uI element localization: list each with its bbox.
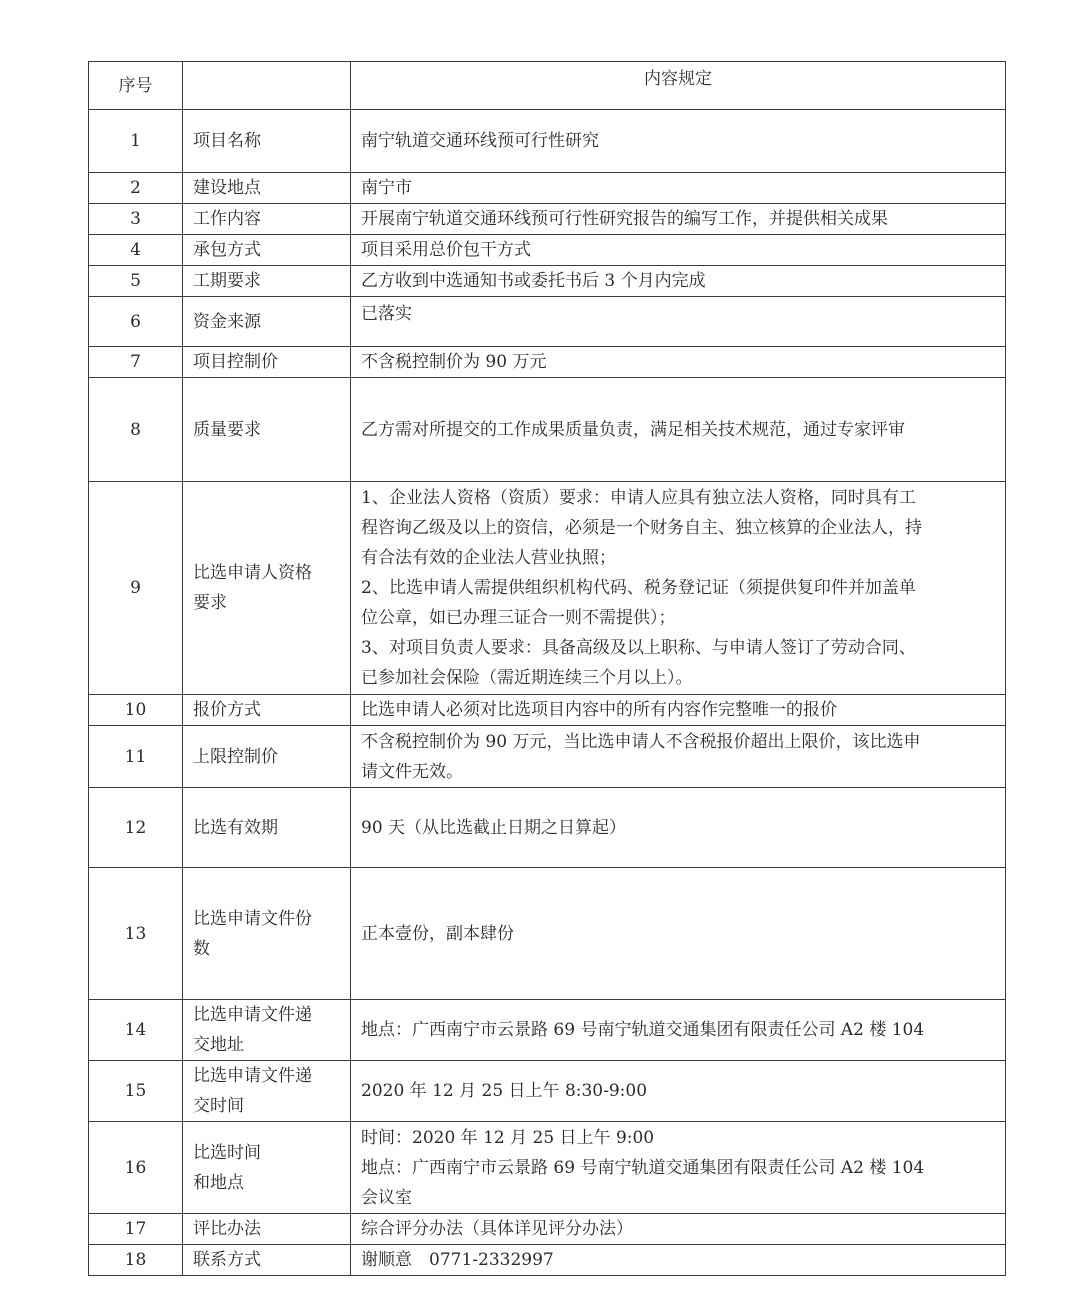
table-row — [89, 695, 1006, 726]
row-item-line: 和地点 — [193, 1172, 244, 1193]
row-content — [351, 1122, 1006, 1214]
table-row — [89, 868, 1006, 1000]
row-content: 比选申请人必须对比选项目内容中的所有内容作完整唯一的报价 — [351, 695, 1006, 726]
content-line: 请文件无效。 — [361, 761, 463, 782]
table-row — [89, 1122, 1006, 1214]
table-row — [89, 266, 1006, 297]
table-row — [89, 204, 1006, 235]
table-row — [89, 378, 1006, 482]
row-item-line: 要求 — [193, 593, 227, 613]
row-no: 10 — [89, 695, 183, 726]
row-item: 承包方式 — [183, 235, 351, 266]
row-no: 18 — [89, 1245, 183, 1276]
row-content: 正本壹份，副本肆份 — [351, 868, 1006, 1000]
header-content: 内容规定 — [351, 62, 1006, 110]
row-item — [183, 868, 351, 1000]
content-line: 位公章，如已办理三证合一则不需提供）； — [361, 608, 676, 628]
header-item — [183, 62, 351, 110]
row-content: 开展南宁轨道交通环线预可行性研究报告的编写工作，并提供相关成果 — [351, 204, 1006, 235]
row-item-line: 比选申请文件递 — [193, 1066, 312, 1086]
row-item: 上限控制价 — [183, 726, 351, 788]
row-no: 5 — [89, 266, 183, 297]
row-item-line: 交时间 — [193, 1096, 244, 1116]
row-item: 资金来源 — [183, 297, 351, 347]
row-item: 联系方式 — [183, 1245, 351, 1276]
row-no: 2 — [89, 173, 183, 204]
row-item-line: 比选申请文件递 — [193, 1005, 312, 1025]
row-no: 6 — [89, 297, 183, 347]
table-row — [89, 726, 1006, 788]
row-no: 14 — [89, 1000, 183, 1061]
row-content: 综合评分办法（具体详见评分办法） — [351, 1214, 1006, 1245]
row-no: 11 — [89, 726, 183, 788]
content-line: 3、对项目负责人要求：具备高级及以上职称、与申请人签订了劳动合同、 — [361, 638, 916, 658]
table-row — [89, 1245, 1006, 1276]
header-no: 序号 — [89, 62, 183, 110]
table-row — [89, 110, 1006, 173]
row-item: 比选有效期 — [183, 788, 351, 868]
row-no: 12 — [89, 788, 183, 868]
row-no: 7 — [89, 347, 183, 378]
row-item: 评比办法 — [183, 1214, 351, 1245]
row-item — [183, 1061, 351, 1122]
content-line: 有合法有效的企业法人营业执照； — [361, 548, 616, 568]
row-item: 工作内容 — [183, 204, 351, 235]
row-content: 地点：广西南宁市云景路 69 号南宁轨道交通集团有限责任公司 A2 楼 104 — [351, 1000, 1006, 1061]
row-content: 2020 年 12 月 25 日上午 8:30-9:00 — [351, 1061, 1006, 1122]
content-line: 已参加社会保险（需近期连续三个月以上）。 — [361, 668, 693, 688]
row-no: 8 — [89, 378, 183, 482]
content-line: 不含税控制价为 90 万元，当比选申请人不含税报价超出上限价，该比选申 — [361, 731, 921, 752]
content-line: 1、企业法人资格（资质）要求：申请人应具有独立法人资格，同时具有工 — [361, 488, 916, 508]
table-row — [89, 1000, 1006, 1061]
content-line: 地点：广西南宁市云景路 69 号南宁轨道交通集团有限责任公司 A2 楼 104 — [361, 1157, 925, 1178]
row-item-line: 交地址 — [193, 1035, 244, 1055]
row-item — [183, 1000, 351, 1061]
row-content: 谢顺意 0771-2332997 — [351, 1245, 1006, 1276]
content-line: 时间：2020 年 12 月 25 日上午 9:00 — [361, 1127, 655, 1148]
header-row — [89, 62, 1006, 110]
row-no: 17 — [89, 1214, 183, 1245]
table-row — [89, 173, 1006, 204]
row-content: 南宁轨道交通环线预可行性研究 — [351, 110, 1006, 173]
row-no: 13 — [89, 868, 183, 1000]
row-item-line: 数 — [193, 938, 210, 959]
table-row — [89, 347, 1006, 378]
row-content: 不含税控制价为 90 万元 — [351, 347, 1006, 378]
row-content — [351, 726, 1006, 788]
row-no: 3 — [89, 204, 183, 235]
content-line: 程咨询乙级及以上的资信，必须是一个财务自主、独立核算的企业法人，持 — [361, 518, 922, 538]
row-content: 乙方收到中选通知书或委托书后 3 个月内完成 — [351, 266, 1006, 297]
row-item-line: 比选申请人资格 — [193, 563, 312, 583]
row-item: 工期要求 — [183, 266, 351, 297]
table-row — [89, 482, 1006, 695]
table-row — [89, 235, 1006, 266]
row-no: 16 — [89, 1122, 183, 1214]
row-item — [183, 1122, 351, 1214]
row-content: 乙方需对所提交的工作成果质量负责，满足相关技术规范，通过专家评审 — [351, 378, 1006, 482]
content-line: 2、比选申请人需提供组织机构代码、税务登记证（须提供复印件并加盖单 — [361, 578, 916, 598]
table-row — [89, 788, 1006, 868]
row-content — [351, 482, 1006, 695]
row-item: 项目名称 — [183, 110, 351, 173]
row-content: 已落实 — [351, 297, 1006, 347]
row-item-line: 比选申请文件份 — [193, 908, 312, 929]
row-no: 9 — [89, 482, 183, 695]
row-item-line: 比选时间 — [193, 1142, 261, 1163]
procurement-spec-table — [88, 61, 1006, 1276]
row-item: 建设地点 — [183, 173, 351, 204]
row-item: 质量要求 — [183, 378, 351, 482]
table-row — [89, 1214, 1006, 1245]
content-line: 会议室 — [361, 1187, 412, 1208]
row-no: 15 — [89, 1061, 183, 1122]
table-row — [89, 297, 1006, 347]
row-no: 1 — [89, 110, 183, 173]
row-item — [183, 482, 351, 695]
row-item: 报价方式 — [183, 695, 351, 726]
row-content: 90 天（从比选截止日期之日算起） — [351, 788, 1006, 868]
row-content: 南宁市 — [351, 173, 1006, 204]
row-no: 4 — [89, 235, 183, 266]
row-content: 项目采用总价包干方式 — [351, 235, 1006, 266]
table-row — [89, 1061, 1006, 1122]
row-item: 项目控制价 — [183, 347, 351, 378]
